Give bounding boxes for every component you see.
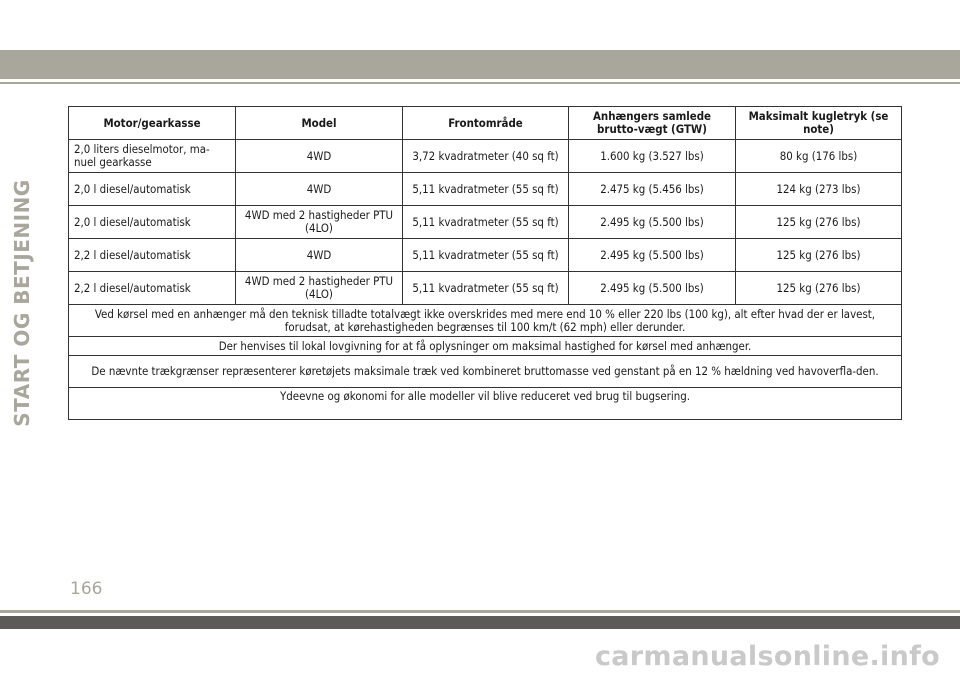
cell-gtw: 2.475 kg (5.456 lbs) — [569, 173, 736, 206]
cell-tongue-weight: 125 kg (276 lbs) — [736, 239, 902, 272]
cell-gtw: 2.495 kg (5.500 lbs) — [569, 239, 736, 272]
header-model: Model — [236, 107, 403, 140]
header-engine-transmission: Motor/gearkasse — [69, 107, 236, 140]
table-row — [69, 173, 902, 206]
cell-tongue-weight: 124 kg (273 lbs) — [736, 173, 902, 206]
cell-model: 4WD — [236, 140, 403, 173]
table-row — [69, 239, 902, 272]
table-header-row — [69, 107, 902, 140]
cell-frontal-area: 5,11 kvadratmeter (55 sq ft) — [403, 239, 569, 272]
watermark: carmanualsonline.info — [594, 641, 940, 672]
cell-tongue-weight: 125 kg (276 lbs) — [736, 272, 902, 305]
towing-spec-table — [68, 106, 902, 420]
note-row — [69, 388, 902, 420]
footer-rule — [0, 610, 960, 613]
note-row — [69, 305, 902, 337]
table-row — [69, 272, 902, 305]
page-number: 166 — [70, 579, 103, 599]
cell-frontal-area: 5,11 kvadratmeter (55 sq ft) — [403, 272, 569, 305]
cell-engine: 2,0 liters dieselmotor, ma-nuel gearkasse — [69, 140, 236, 173]
header-rule — [0, 82, 960, 84]
cell-gtw: 1.600 kg (3.527 lbs) — [569, 140, 736, 173]
note-towing-limits: De nævnte trækgrænser repræsenterer køretøjets maksimale træk ved kombineret bruttomasse ved genstant på en 12 % hældning ved havoverfla-den. — [69, 356, 902, 388]
cell-model: 4WD — [236, 173, 403, 206]
header-max-tongue-weight: Maksimalt kugletryk (se note) — [736, 107, 902, 140]
note-weight-limit: Ved kørsel med en anhænger må den teknisk tilladte totalvægt ikke overskrides med mere end 10 % eller 220 lbs (100 kg), alt efter hvad der er lavest, forudsat, at kørehastigheden begrænses til 100 km/t (62 mph) eller derunder. — [69, 305, 902, 337]
table-row — [69, 140, 902, 173]
cell-frontal-area: 5,11 kvadratmeter (55 sq ft) — [403, 173, 569, 206]
table-row — [69, 206, 902, 239]
footer-band — [0, 616, 960, 629]
cell-frontal-area: 3,72 kvadratmeter (40 sq ft) — [403, 140, 569, 173]
cell-frontal-area: 5,11 kvadratmeter (55 sq ft) — [403, 206, 569, 239]
cell-engine: 2,2 l diesel/automatisk — [69, 272, 236, 305]
note-performance: Ydeevne og økonomi for alle modeller vil blive reduceret ved brug til bugsering. — [69, 388, 902, 420]
cell-gtw: 2.495 kg (5.500 lbs) — [569, 272, 736, 305]
note-row — [69, 337, 902, 356]
cell-model: 4WD med 2 hastigheder PTU (4LO) — [236, 272, 403, 305]
cell-model: 4WD med 2 hastigheder PTU (4LO) — [236, 206, 403, 239]
cell-gtw: 2.495 kg (5.500 lbs) — [569, 206, 736, 239]
note-local-legislation: Der henvises til lokal lovgivning for at få oplysninger om maksimal hastighed for kørsel med anhænger. — [69, 337, 902, 356]
header-band — [0, 50, 960, 79]
section-title: START OG BETJENING — [10, 179, 34, 427]
cell-engine: 2,0 l diesel/automatisk — [69, 206, 236, 239]
header-frontal-area: Frontområde — [403, 107, 569, 140]
cell-model: 4WD — [236, 239, 403, 272]
cell-engine: 2,0 l diesel/automatisk — [69, 173, 236, 206]
header-gross-trailer-weight: Anhængers samlede brutto-vægt (GTW) — [569, 107, 736, 140]
note-row — [69, 356, 902, 388]
cell-tongue-weight: 125 kg (276 lbs) — [736, 206, 902, 239]
cell-engine: 2,2 l diesel/automatisk — [69, 239, 236, 272]
cell-tongue-weight: 80 kg (176 lbs) — [736, 140, 902, 173]
